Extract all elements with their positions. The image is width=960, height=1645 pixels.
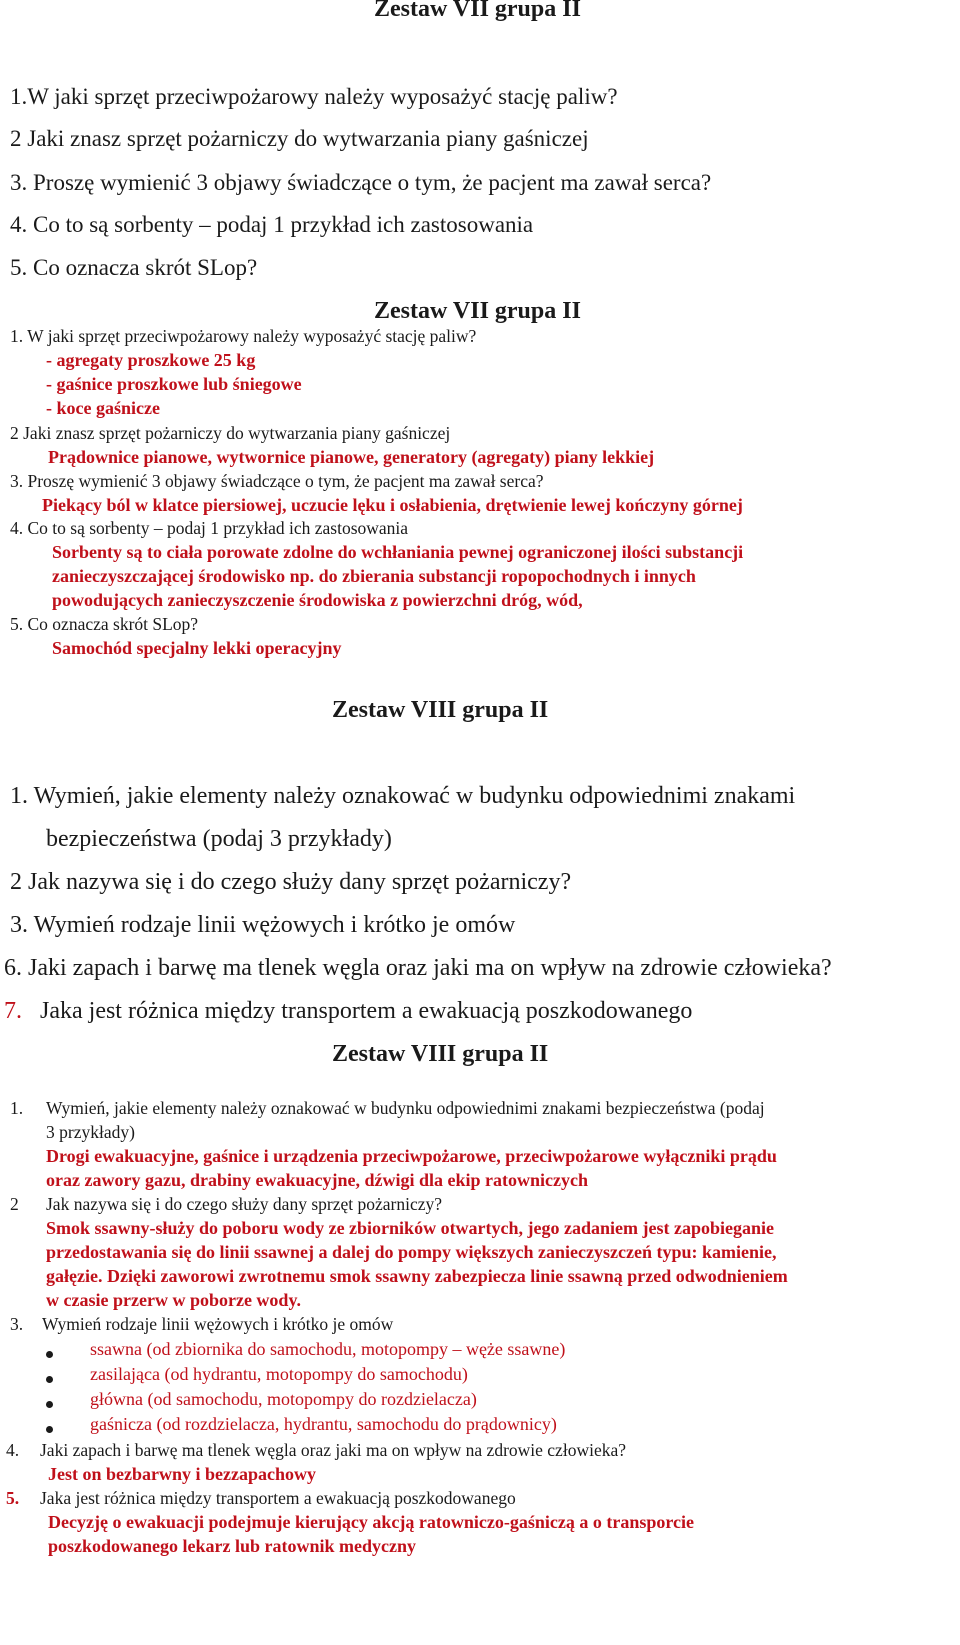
set1-answer-4-line: powodujących zanieczyszczenie środowiska z powierzchni dróg, wód, [52, 590, 583, 610]
set2-question-3: 3. Wymień rodzaje linii wężowych i krótko je omów [10, 912, 516, 938]
bullet-item: zasilająca (od hydrantu, motopompy do samochodu) [90, 1364, 468, 1384]
set2-answer-question-2-number: 2 [10, 1194, 19, 1214]
set1-answer-4-line: zanieczyszczającej środowisko np. do zbierania substancji ropopochodnych i innych [52, 566, 696, 586]
set1-answer-2: Prądownice pianowe, wytwornice pianowe, generatory (agregaty) piany lekkiej [48, 447, 655, 467]
set2-answer-5-line: poszkodowanego lekarz lub ratownik medyczny [48, 1536, 417, 1556]
set2-answer-question-1-line1: Wymień, jakie elementy należy oznakować w budynku odpowiednimi znakami bezpieczeństwa (podaj [46, 1098, 765, 1118]
set1-question-3: 3. Proszę wymienić 3 objawy świadczące o tym, że pacjent ma zawał serca? [10, 170, 712, 195]
set1-answers-title: Zestaw VII grupa II [374, 298, 581, 324]
set1-answer-4-line: Sorbenty są to ciała porowate zdolne do wchłaniania pewnej ograniczonej ilości substancji [52, 542, 744, 562]
set2-title: Zestaw VIII grupa II [332, 697, 549, 723]
set2-question-5: Jaka jest różnica między transportem a ewakuacją poszkodowanego [40, 998, 693, 1024]
set2-question-4: 6. Jaki zapach i barwę ma tlenek węgla oraz jaki ma on wpływ na zdrowie człowieka? [4, 955, 832, 981]
set2-answer-question-1-line2: 3 przykłady) [46, 1122, 135, 1142]
set2-answer-2-line: w czasie przerw w poborze wody. [46, 1290, 301, 1310]
set2-question-2: 2 Jak nazywa się i do czego służy dany sprzęt pożarniczy? [10, 869, 572, 895]
set2-answer-question-5: Jaka jest różnica między transportem a ewakuacją poszkodowanego [40, 1488, 516, 1508]
set2-answer-1-line: Drogi ewakuacyjne, gaśnice i urządzenia przeciwpożarowe, przeciwpożarowe wyłączniki prądu [46, 1146, 777, 1166]
set2-answer-question-4-number: 4. [6, 1440, 20, 1460]
bullet-item: gaśnicza (od rozdzielacza, hydrantu, samochodu do prądownicy) [90, 1414, 557, 1434]
set1-question-2: 2 Jaki znasz sprzęt pożarniczy do wytwarzania piany gaśniczej [10, 126, 589, 151]
set1-answer-question-5: 5. Co oznacza skrót SLop? [10, 614, 199, 634]
set1-answer-question-2: 2 Jaki znasz sprzęt pożarniczy do wytwarzania piany gaśniczej [10, 423, 451, 443]
bullet-dot [46, 1420, 53, 1438]
bullet-item: ssawna (od zbiornika do samochodu, motopompy – węże ssawne) [90, 1339, 566, 1359]
set1-answer-5: Samochód specjalny lekki operacyjny [52, 638, 342, 658]
set2-answer-question-4: Jaki zapach i barwę ma tlenek węgla oraz jaki ma on wpływ na zdrowie człowieka? [40, 1440, 626, 1460]
set2-answer-question-3-number: 3. [10, 1314, 24, 1334]
bullet-dot [46, 1370, 53, 1388]
set2-answer-4: Jest on bezbarwny i bezzapachowy [48, 1464, 316, 1484]
set1-answer-1-line: - koce gaśnicze [46, 398, 160, 418]
set2-answer-1-line: oraz zawory gazu, drabiny ewakuacyjne, dźwigi dla ekip ratowniczych [46, 1170, 588, 1190]
bullet-item: główna (od samochodu, motopompy do rozdzielacza) [90, 1389, 477, 1409]
set2-question-5-number: 7. [4, 998, 22, 1024]
set2-answer-question-1-number: 1. [10, 1098, 24, 1118]
set2-answer-2-line: Smok ssawny-służy do poboru wody ze zbiorników otwartych, jego zadaniem jest zapobieganie [46, 1218, 775, 1238]
set1-question-5: 5. Co oznacza skrót SLop? [10, 255, 258, 280]
set2-answer-question-3: Wymień rodzaje linii wężowych i krótko je omów [42, 1314, 394, 1334]
set2-answer-5-line: Decyzję o ewakuacji podejmuje kierujący akcją ratowniczo-gaśniczą a o transporcie [48, 1512, 695, 1532]
set2-answer-2-line: przedostawania się do linii ssawnej a dalej do pompy większych zanieczyszczeń typu: kamienie, [46, 1242, 777, 1262]
set2-question-1-line2: bezpieczeństwa (podaj 3 przykłady) [46, 826, 392, 852]
set2-answer-question-2: Jak nazywa się i do czego służy dany sprzęt pożarniczy? [46, 1194, 443, 1214]
set2-answer-question-5-number: 5. [6, 1488, 20, 1508]
bullet-dot [46, 1345, 53, 1363]
set1-answer-question-4: 4. Co to są sorbenty – podaj 1 przykład ich zastosowania [10, 518, 409, 538]
set1-answer-1-line: - gaśnice proszkowe lub śniegowe [46, 374, 302, 394]
set1-answer-1-line: - agregaty proszkowe 25 kg [46, 350, 256, 370]
set2-question-1-line1: 1. Wymień, jakie elementy należy oznakować w budynku odpowiednimi znakami [10, 783, 796, 809]
bullet-dot [46, 1395, 53, 1413]
set1-answer-question-3: 3. Proszę wymienić 3 objawy świadczące o tym, że pacjent ma zawał serca? [10, 471, 544, 491]
set1-answer-question-1: 1. W jaki sprzęt przeciwpożarowy należy wyposażyć stację paliw? [10, 326, 477, 346]
set1-question-4: 4. Co to są sorbenty – podaj 1 przykład ich zastosowania [10, 212, 534, 237]
set2-answer-2-line: gałęzie. Dzięki zaworowi zwrotnemu smok ssawny zabezpiecza linie ssawną przed odwodnieniem [46, 1266, 788, 1286]
set1-answer-3: Piekący ból w klatce piersiowej, uczucie lęku i osłabienia, drętwienie lewej kończyny górnej [42, 495, 743, 515]
set1-question-1: 1.W jaki sprzęt przeciwpożarowy należy wyposażyć stację paliw? [10, 84, 618, 109]
set1-title: Zestaw VII grupa II [374, 0, 581, 22]
set2-answers-title: Zestaw VIII grupa II [332, 1041, 549, 1067]
